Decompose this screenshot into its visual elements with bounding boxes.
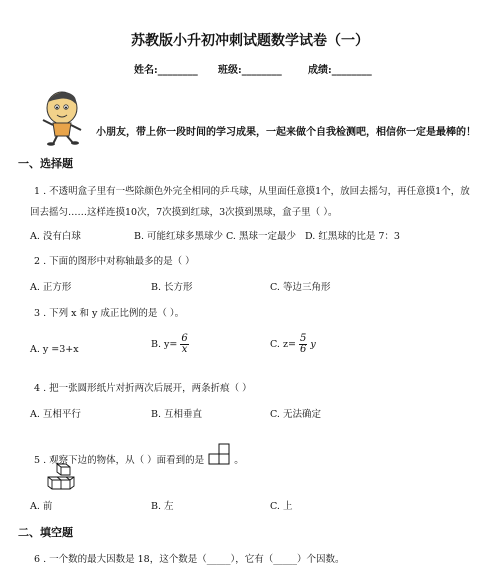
q2-option-a: A. 正方形 xyxy=(30,282,72,293)
q1-option-b: B. 可能红球多黑球少 xyxy=(134,231,224,242)
q2-option-c: C. 等边三角形 xyxy=(270,282,331,293)
q4-stem: 4 . 把一张圆形纸片对折两次后展开，两条折痕（ ） xyxy=(34,383,252,394)
q3-option-c-numerator: 5 xyxy=(299,333,307,344)
q5-option-a: A. 前 xyxy=(30,501,53,512)
q3-option-b-numerator: 6 xyxy=(181,333,188,344)
q2-option-b: B. 长方形 xyxy=(151,282,193,293)
q1-stem-line1: 1 . 不透明盒子里有一些除颜色外完全相同的乒乓球，从里面任意摸1个，放回去摇匀，再任意摸1个，放 xyxy=(34,186,470,197)
score-field-label: 成绩:________ xyxy=(308,65,372,76)
view-squares-figure-icon xyxy=(207,443,231,465)
page-title: 苏教版小升初冲刺试题数学试卷（一） xyxy=(131,33,369,49)
q5-option-b: B. 左 xyxy=(151,501,174,512)
q3-option-a: A. y =3+x xyxy=(30,344,79,355)
q4-option-b: B. 互相垂直 xyxy=(151,409,203,420)
q4-option-c: C. 无法确定 xyxy=(270,409,321,420)
q5-stem-after: 。 xyxy=(234,455,244,466)
q3-option-b-denominator: x xyxy=(181,344,188,355)
q1-stem-line2: 回去摇匀……这样连摸10次，7次摸到红球，3次摸到黑球，盒子里（ ）。 xyxy=(30,207,338,218)
q4-option-a: A. 互相平行 xyxy=(30,409,81,420)
q3-option-c-prefix: C. z= xyxy=(270,339,296,350)
q3-option-c-fraction xyxy=(299,334,307,355)
q5-option-c: C. 上 xyxy=(270,501,293,512)
stacked-cubes-figure-icon xyxy=(44,462,76,492)
section-choice-title: 一、选择题 xyxy=(18,157,73,170)
q3-option-c xyxy=(270,334,316,355)
section-fill-title: 二、填空题 xyxy=(18,526,73,539)
q6-stem: 6 . 一个数的最大因数是 18，这个数是（_____），它有（_____）个因数。 xyxy=(34,554,345,565)
class-field-label: 班级:________ xyxy=(218,65,282,76)
q1-option-a: A. 没有白球 xyxy=(30,231,81,242)
cartoon-boy-mascot-icon xyxy=(35,88,87,146)
name-field-label: 姓名:________ xyxy=(134,65,198,76)
q3-option-c-suffix: y xyxy=(310,339,316,350)
q3-option-b-prefix: B. y= xyxy=(151,339,178,350)
intro-greeting: 小朋友，带上你一段时间的学习成果，一起来做个自我检测吧，相信你一定是最棒的！ xyxy=(96,127,476,138)
q3-option-b-fraction xyxy=(180,334,188,355)
q1-option-d: D. 红黑球的比是 7：3 xyxy=(305,231,400,242)
q1-option-c: C. 黑球一定最少 xyxy=(226,231,296,242)
q2-stem: 2 . 下面的图形中对称轴最多的是（ ） xyxy=(34,256,195,267)
q3-option-c-denominator: 6 xyxy=(299,344,307,355)
q5-stem-before: 5 . 观察下边的物体，从（ ）面看到的是 xyxy=(34,455,205,466)
q3-stem: 3 . 下列 x 和 y 成正比例的是（ ）。 xyxy=(34,308,185,319)
q3-option-b xyxy=(151,334,189,355)
